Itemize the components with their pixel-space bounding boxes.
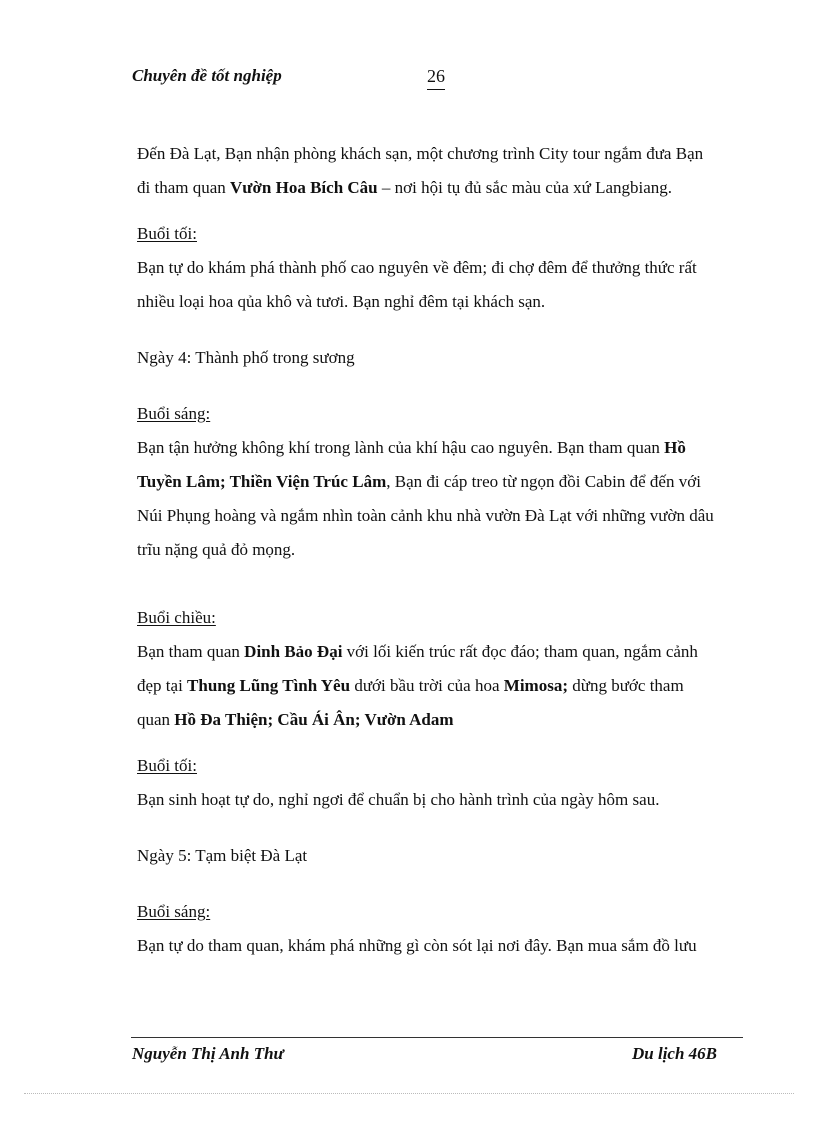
text-line: dừng bước tham <box>568 676 684 695</box>
bold-place-name: Thung Lũng Tình Yêu <box>187 676 351 695</box>
paragraph-morning-5 <box>137 929 777 963</box>
header-title: Chuyên đề tốt nghiệp <box>132 66 282 85</box>
text-line: , Bạn đi cáp treo từ ngọn đồi Cabin để đến với <box>386 472 701 491</box>
paragraph-evening-1 <box>137 251 777 319</box>
bold-place-name: Dinh Bảo Đại <box>244 642 343 661</box>
text-line: đi tham quan <box>137 178 231 197</box>
text-line: – nơi hội tụ đủ sắc màu của xứ Langbiang. <box>377 178 673 197</box>
page-edge-divider <box>24 1093 794 1094</box>
section-heading: Buổi sáng: <box>137 404 211 423</box>
text-line: đẹp tại <box>137 676 188 695</box>
footer-author: Nguyễn Thị Anh Thư <box>132 1044 284 1063</box>
section-heading: Buổi tối: <box>137 756 197 775</box>
section-heading: Buổi sáng: <box>137 902 211 921</box>
text-line: Núi Phụng hoàng và ngắm nhìn toàn cảnh khu nhà vườn Đà Lạt với những vườn dâu <box>137 506 714 525</box>
bold-place-name: Tuyền Lâm; Thiền Viện Trúc Lâm <box>137 472 387 491</box>
day-title: Ngày 4: Thành phố trong sương <box>137 348 355 367</box>
text-line: Bạn tự do khám phá thành phố cao nguyên về đêm; đi chợ đêm để thưởng thức rất <box>137 258 697 277</box>
document-body <box>137 137 777 963</box>
text-line: trĩu nặng quả đỏ mọng. <box>137 540 296 559</box>
text-line: Bạn tận hưởng không khí trong lành của khí hậu cao nguyên. Bạn tham quan <box>137 438 665 457</box>
bold-place-name: Vườn Hoa Bích Câu <box>230 178 378 197</box>
page-number: 26 <box>427 64 445 90</box>
section-heading: Buổi chiều: <box>137 608 216 627</box>
footer-class: Du lịch 46B <box>632 1044 718 1063</box>
text-line: dưới bầu trời của hoa <box>350 676 504 695</box>
paragraph-intro <box>137 137 777 205</box>
day-title: Ngày 5: Tạm biệt Đà Lạt <box>137 846 308 865</box>
bold-place-name: Hồ <box>664 438 686 457</box>
text-line: với lối kiến trúc rất đọc đáo; tham quan, ngắm cảnh <box>342 642 698 661</box>
text-line: Đến Đà Lạt, Bạn nhận phòng khách sạn, một chương trình City tour ngắm đưa Bạn <box>137 144 704 163</box>
text-line: Bạn tự do tham quan, khám phá những gì còn sót lại nơi đây. Bạn mua sắm đồ lưu <box>137 936 697 955</box>
bold-place-name: Mimosa; <box>503 676 568 695</box>
text-line: Bạn sinh hoạt tự do, nghỉ ngơi để chuẩn bị cho hành trình của ngày hôm sau. <box>137 790 660 809</box>
paragraph-evening-4 <box>137 783 777 817</box>
bold-place-name: Hồ Đa Thiện; Cầu Ái Ân; Vườn Adam <box>174 710 454 729</box>
text-line: quan <box>137 710 175 729</box>
paragraph-afternoon-4 <box>137 635 777 737</box>
text-line: nhiều loại hoa qủa khô và tươi. Bạn nghỉ đêm tại khách sạn. <box>137 292 546 311</box>
paragraph-morning-4 <box>137 431 777 567</box>
section-heading: Buổi tối: <box>137 224 197 243</box>
footer-divider <box>131 1037 743 1038</box>
text-line: Bạn tham quan <box>137 642 245 661</box>
